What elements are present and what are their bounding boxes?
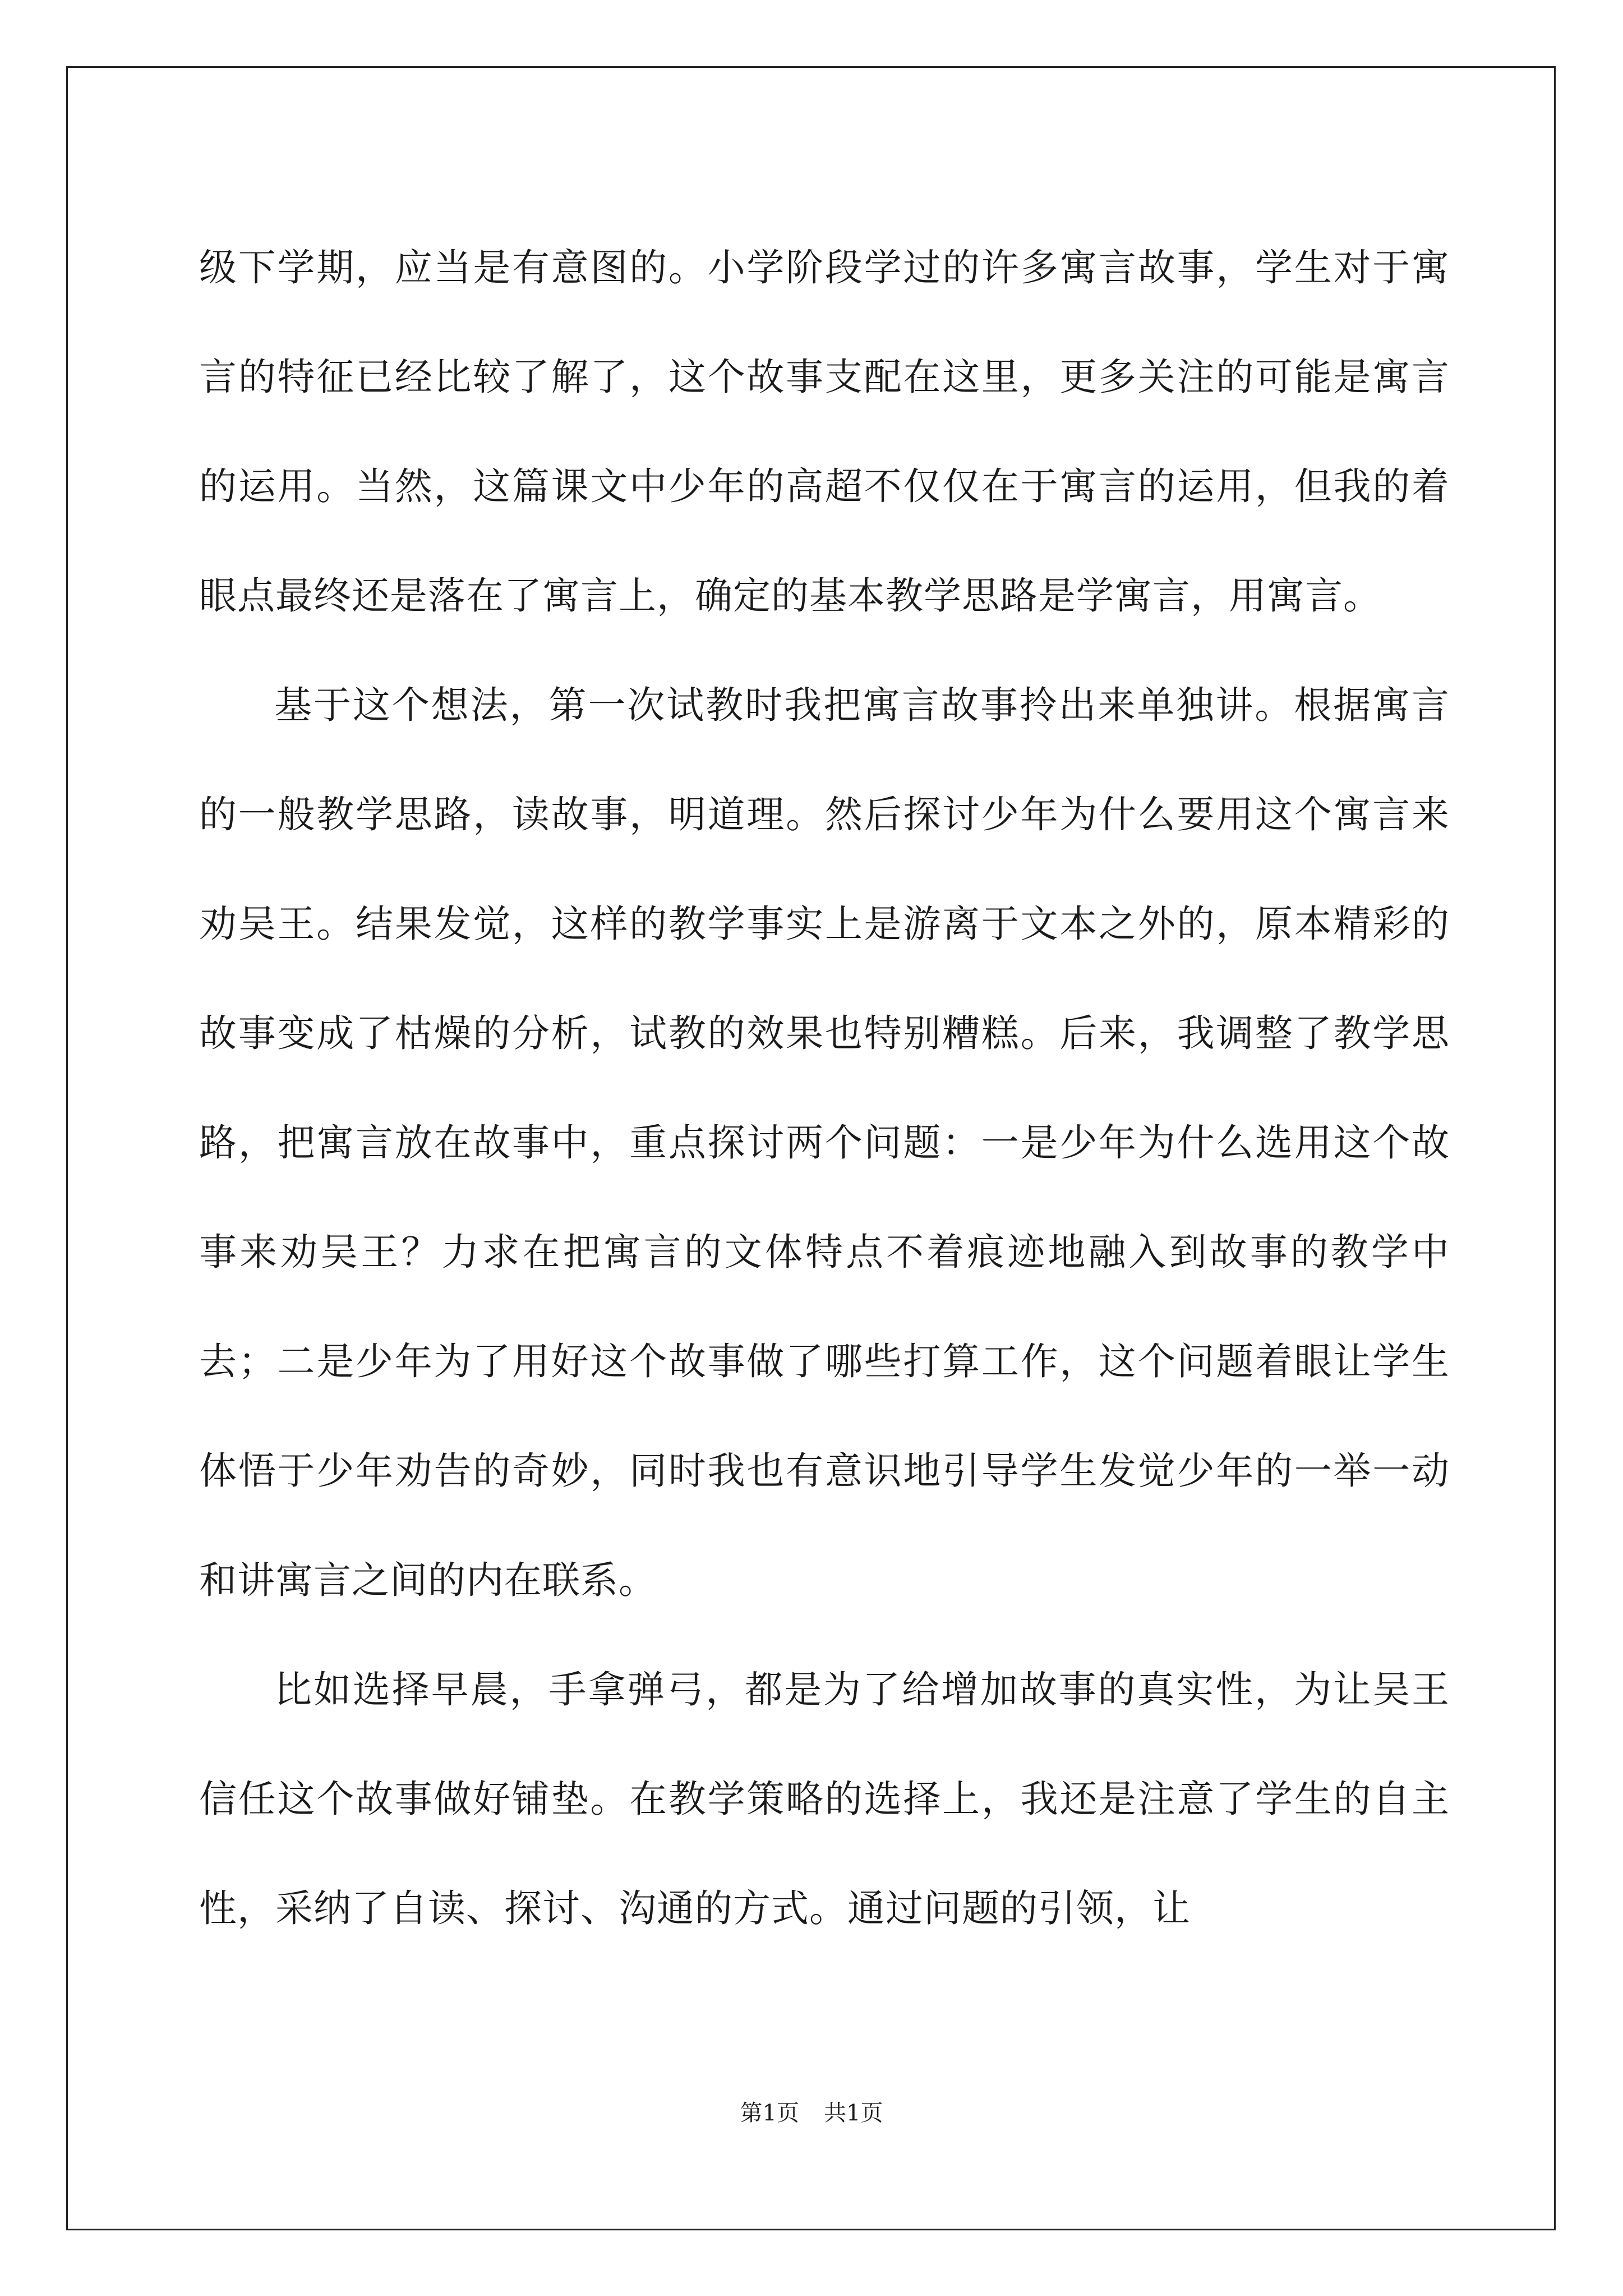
page-total: 共1页 bbox=[824, 2100, 883, 2126]
page-footer bbox=[0, 2095, 1623, 2127]
paragraph-1: 级下学期，应当是有意图的。小学阶段学过的许多寓言故事，学生对于寓言的特征已经比较了解了，这个故事支配在这里，更多关注的可能是寓言的运用。当然，这篇课文中少年的高超不仅仅在于寓言的运用，但我的着眼点最终还是落在了寓言上，确定的基本教学思路是学寓言，用寓言。 bbox=[199, 246, 1450, 618]
paragraph-3: 比如选择早晨，手拿弹弓，都是为了给增加故事的真实性，为让吴王信任这个故事做好铺垫。在教学策略的选择上，我还是注意了学生的自主性，采纳了自读、探讨、沟通的方式。通过问题的引领，让 bbox=[199, 1668, 1450, 1930]
paragraph-2: 基于这个想法，第一次试教时我把寓言故事拎出来单独讲。根据寓言的一般教学思路，读故事，明道理。然后探讨少年为什么要用这个寓言来劝吴王。结果发觉，这样的教学事实上是游离于文本之外的，原本精彩的故事变成了枯燥的分析，试教的效果也特别糟糕。后来，我调整了教学思路，把寓言放在故事中，重点探讨两个问题：一是少年为什么选用这个故事来劝吴王？力求在把寓言的文体特点不着痕迹地融入到故事的教学中去；二是少年为了用好这个故事做了哪些打算工作，这个问题着眼让学生体悟于少年劝告的奇妙，同时我也有意识地引导学生发觉少年的一举一动和讲寓言之间的内在联系。 bbox=[199, 683, 1450, 1602]
document-body bbox=[199, 213, 1450, 1963]
page-number: 第1页 bbox=[740, 2100, 799, 2126]
